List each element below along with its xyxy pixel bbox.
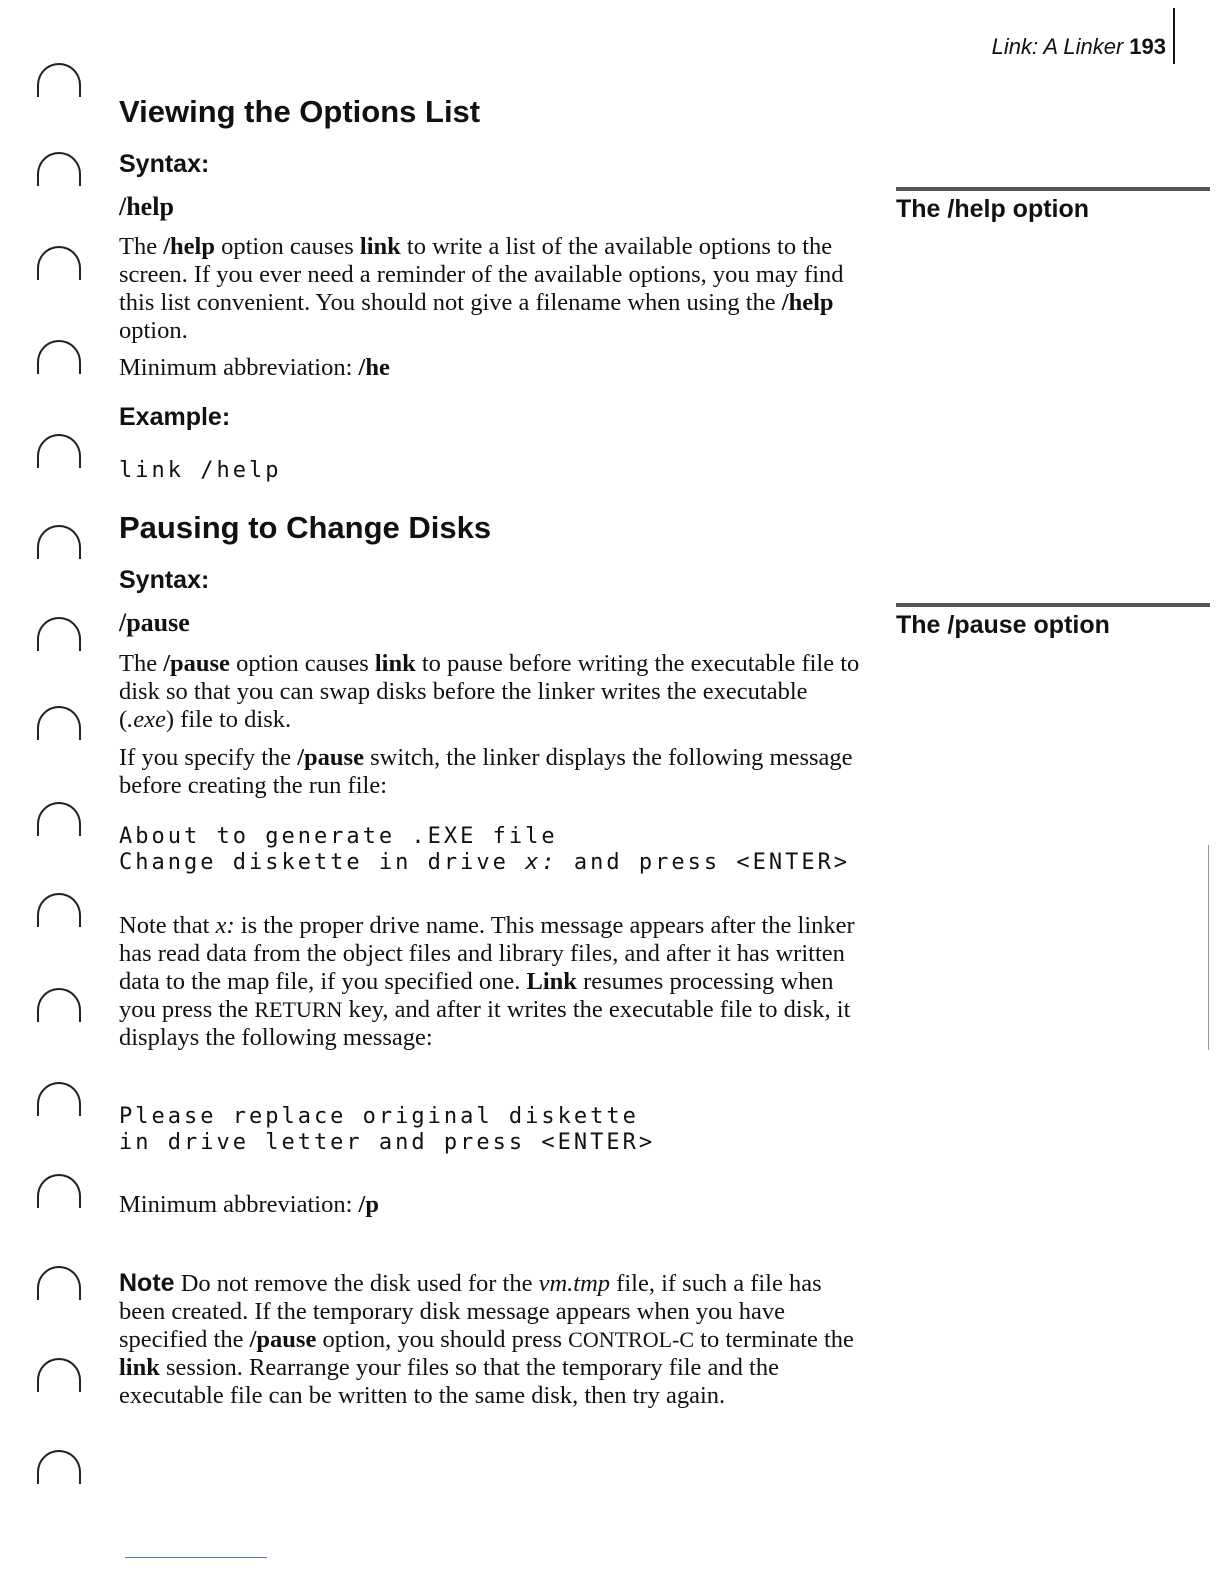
syntax-label: Syntax:	[119, 566, 210, 594]
binder-hole	[37, 988, 81, 1022]
header-rule	[1173, 8, 1175, 64]
margin-rule	[896, 187, 1210, 191]
page-number: 193	[1129, 34, 1166, 59]
binder-hole	[37, 893, 81, 927]
syntax-help: /help	[119, 192, 174, 221]
binder-hole	[37, 152, 81, 186]
code-block-pause-message: About to generate .EXE file Change diskette in drive x: and press <ENTER>	[119, 824, 851, 875]
binder-hole	[37, 617, 81, 651]
syntax-label: Syntax:	[119, 150, 210, 178]
binder-hole	[37, 1450, 81, 1484]
binder-hole	[37, 340, 81, 374]
min-abbreviation-help: Minimum abbreviation: /he	[119, 354, 390, 381]
footer-rule	[125, 1557, 267, 1558]
note-label: Note	[119, 1269, 175, 1297]
syntax-pause: /pause	[119, 608, 190, 637]
section-title-help: Viewing the Options List	[119, 94, 481, 129]
margin-rule	[896, 603, 1210, 607]
binder-hole	[37, 1358, 81, 1392]
paragraph-pause-switch: If you specify the /pause switch, the linker displays the following message before creating the run file:	[119, 744, 853, 799]
binder-hole	[37, 706, 81, 740]
binder-hole	[37, 525, 81, 559]
paragraph-pause-description: The /pause option causes link to pause before writing the executable file to disk so that you can swap disks before the linker writes the executable (.exe) file to disk.	[119, 650, 860, 733]
binder-hole	[37, 63, 81, 97]
binder-hole	[37, 434, 81, 468]
running-header-title: Link: A Linker	[991, 34, 1124, 59]
example-code: link /help	[119, 458, 282, 483]
code-block-replace-message: Please replace original diskette in drive letter and press <ENTER>	[119, 1104, 656, 1155]
min-abbreviation-pause: Minimum abbreviation: /p	[119, 1191, 379, 1218]
scan-edge-line	[1208, 845, 1209, 1050]
running-header	[992, 34, 1166, 60]
margin-note-pause: The /pause option	[896, 611, 1110, 639]
binder-hole	[37, 246, 81, 280]
section-title-pause: Pausing to Change Disks	[119, 510, 492, 545]
binder-hole	[37, 802, 81, 836]
binder-hole	[37, 1266, 81, 1300]
binder-hole	[37, 1082, 81, 1116]
note-paragraph: Note Do not remove the disk used for the vm.tmp file, if such a file has been created. If the temporary disk message appears when you have specified the /pause option, you should press CONTROL-C to terminate the link session. Rearrange your files so that the temporary file and the executable file can be written to the same disk, then try again.	[119, 1269, 854, 1409]
margin-note-help: The /help option	[896, 195, 1090, 223]
example-label: Example:	[119, 403, 231, 431]
binder-hole	[37, 1174, 81, 1208]
paragraph-help-description: The /help option causes link to write a list of the available options to the screen. If you ever need a reminder of the available options, you may find this list convenient. You should not give a filename when using the /help option.	[119, 233, 844, 344]
paragraph-pause-note: Note that x: is the proper drive name. This message appears after the linker has read data from the object files and library files, and after it has written data to the map file, if you specified one. Link resumes processing when you press the RETURN key, and after it writes the executable file to disk, it displays the following message:	[119, 912, 855, 1051]
